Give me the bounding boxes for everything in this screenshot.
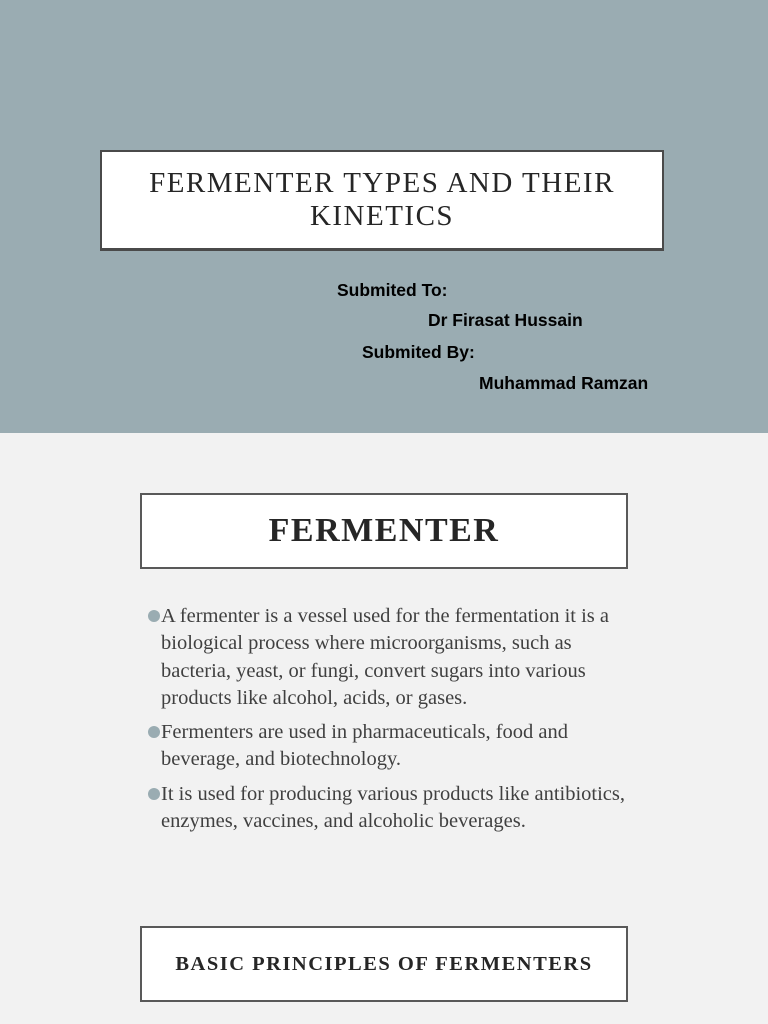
presentation-title: FERMENTER TYPES AND THEIR KINETICS (149, 167, 615, 232)
title-slide (0, 0, 768, 433)
submitted-by-label: Submited By: (362, 342, 475, 362)
bullet-dot-icon (148, 610, 160, 622)
heading-box (140, 493, 628, 569)
submitted-to-label: Submited To: (337, 280, 448, 300)
slide-heading: FERMENTER (268, 512, 500, 549)
next-slide-heading: BASIC PRINCIPLES OF FERMENTERS (175, 952, 593, 975)
submitted-by-name: Muhammad Ramzan (479, 373, 649, 393)
title-box (100, 150, 664, 251)
bullet-dot-icon (148, 788, 160, 800)
content-slide (0, 433, 768, 1024)
bullet-list (146, 603, 626, 842)
bullet-text: Fermenters are used in pharmaceuticals, food and beverage, and biotechnology. (161, 721, 568, 771)
bullet-dot-icon (148, 726, 160, 738)
next-heading-box (140, 926, 628, 1002)
list-item (146, 781, 626, 836)
submitted-to-name: Dr Firasat Hussain (428, 310, 583, 330)
list-item (146, 719, 626, 774)
bullet-text: A fermenter is a vessel used for the fermentation it is a biological process where microorganisms, such as bacteria, yeast, or fungi, convert sugars into various products like alcohol, acids, or gases. (161, 605, 610, 709)
list-item (146, 603, 626, 712)
bullet-text: It is used for producing various products like antibiotics, enzymes, vaccines, and alcoholic beverages. (161, 782, 626, 833)
